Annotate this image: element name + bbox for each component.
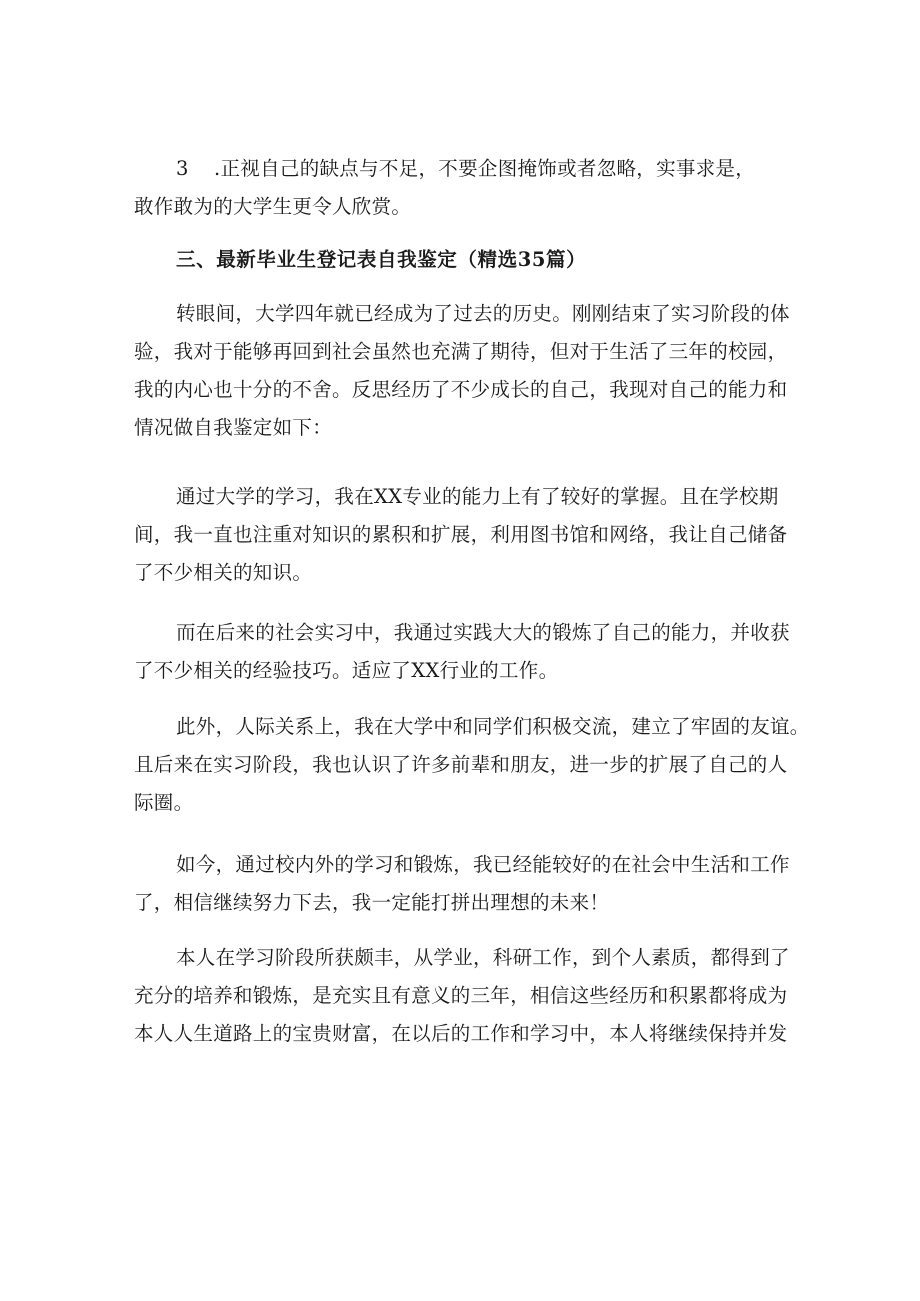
paragraph-line: 本人在学习阶段所获颇丰，从学业，科研工作，到个人素质，都得到了 <box>176 946 790 969</box>
paragraph-line: 转眼间，大学四年就已经成为了过去的历史。刚刚结束了实习阶段的体 <box>176 302 790 325</box>
paragraph-line: 本人人生道路上的宝贵财富，在以后的工作和学习中，本人将继续保持并发 <box>134 1022 788 1045</box>
paragraph-line: 情况做自我鉴定如下： <box>134 416 333 439</box>
paragraph-line: 了不少相关的经验技巧。适应了XX行业的工作。 <box>134 659 559 682</box>
paragraph-line: 且后来在实习阶段，我也认识了许多前辈和朋友，进一步的扩展了自己的人 <box>134 753 788 776</box>
paragraph-line: 而在后来的社会实习中，我通过实践大大的锻炼了自己的能力，并收获 <box>176 621 790 644</box>
list-item-3-line-2: 敢作敢为的大学生更令人欣赏。 <box>134 195 412 218</box>
list-item-number: 3 <box>176 157 189 180</box>
paragraph-line: 了，相信继续努力下去，我一定能打拼出理想的未来！ <box>134 891 610 914</box>
paragraph-line: 我的内心也十分的不舍。反思经历了不少成长的自己，我现对自己的能力和 <box>134 378 788 401</box>
paragraph-line: 通过大学的学习，我在XX专业的能力上有了较好的掌握。且在学校期 <box>176 485 779 508</box>
paragraph-line: 际圈。 <box>134 791 194 814</box>
paragraph-line: 验，我对于能够再回到社会虽然也充满了期待，但对于生活了三年的校园， <box>134 340 788 363</box>
paragraph-line: 充分的培养和锻炼，是充实且有意义的三年，相信这些经历和积累都将成为 <box>134 984 788 1007</box>
list-item-3-line-1 <box>176 157 794 181</box>
paragraph-line: 间，我一直也注重对知识的累积和扩展，利用图书馆和网络，我让自己储备 <box>134 523 788 546</box>
paragraph-line: 如今，通过校内外的学习和锻炼，我已经能较好的在社会中生活和工作 <box>176 853 790 876</box>
paragraph-line: 此外，人际关系上，我在大学中和同学们积极交流，建立了牢固的友谊。 <box>176 715 810 738</box>
list-item-text: .正视自己的缺点与不足，不要企图掩饰或者忽略，实事求是， <box>214 157 756 180</box>
paragraph-line: 了不少相关的知识。 <box>134 561 313 584</box>
section-heading: 三、最新毕业生登记表自我鉴定（精选35篇） <box>176 248 587 271</box>
